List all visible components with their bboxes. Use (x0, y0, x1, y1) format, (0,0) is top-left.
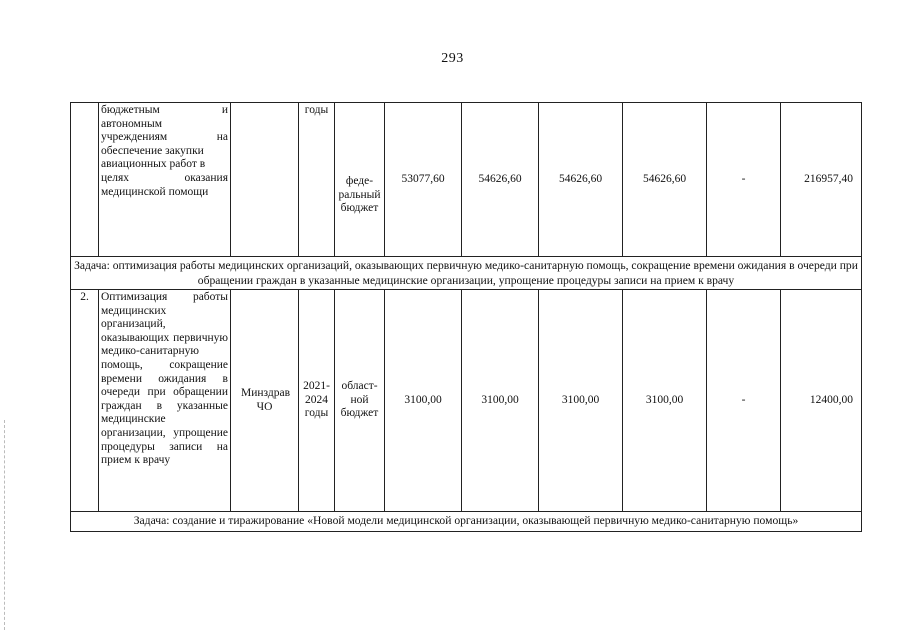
cell-value-4: 3100,00 (623, 290, 707, 512)
task-text: Задача: создание и тиражирование «Новой модели медицинской организации, оказывающей первичную медико-санитарную помощь» (71, 512, 862, 532)
cell-value-3: 3100,00 (539, 290, 623, 512)
cell-value-1: 3100,00 (385, 290, 462, 512)
cell-num (71, 103, 99, 257)
cell-value-4: 54626,60 (623, 103, 707, 257)
name-line: авиационных работ в (101, 158, 206, 171)
cell-period: 2021-2024 годы (299, 290, 335, 512)
task-row (71, 257, 862, 290)
name-line: медицинской помощи (101, 185, 209, 198)
task-text: Задача: оптимизация работы медицинских организаций, оказывающих первичную медико-санитарную помощь, сокращение времени ожидания в очереди при обращении граждан в указанные медицинские организации, упрощение процедуры записи на прием к врачу (71, 257, 862, 290)
name-line: целях оказания (101, 171, 228, 184)
cell-value-2: 3100,00 (462, 290, 539, 512)
cell-activity-name (99, 103, 231, 257)
scan-edge-mark (4, 420, 6, 630)
cell-period: годы (299, 103, 335, 257)
cell-value-3: 54626,60 (539, 103, 623, 257)
table-row-optimization (71, 290, 862, 512)
cell-source: феде- ральный бюджет (335, 103, 385, 257)
program-table (70, 102, 862, 532)
cell-source: област-ной бюджет (335, 290, 385, 512)
name-line: обеспечение закупки (101, 144, 204, 157)
cell-value-5: - (707, 290, 781, 512)
name-line: учреждениям на (101, 131, 228, 144)
cell-num: 2. (71, 290, 99, 512)
cell-executor (231, 103, 299, 257)
task-row (71, 512, 862, 532)
page-number: 293 (441, 51, 464, 66)
cell-total: 12400,00 (781, 290, 862, 512)
cell-value-1: 53077,60 (385, 103, 462, 257)
cell-value-5: - (707, 103, 781, 257)
cell-total: 216957,40 (781, 103, 862, 257)
name-line: автономным (101, 117, 162, 130)
name-line: бюджетным и (101, 104, 228, 116)
cell-activity-name: Оптимизация работы медицинских организаций, оказывающих первичную медико-санитарную помощь, сокращение времени ожидания в очереди при обращении граждан в указанные медицинские организации, упрощение процедуры записи на прием к врачу (99, 290, 231, 512)
cell-executor: Минздрав ЧО (231, 290, 299, 512)
table-row-aviation (71, 103, 862, 257)
cell-value-2: 54626,60 (462, 103, 539, 257)
